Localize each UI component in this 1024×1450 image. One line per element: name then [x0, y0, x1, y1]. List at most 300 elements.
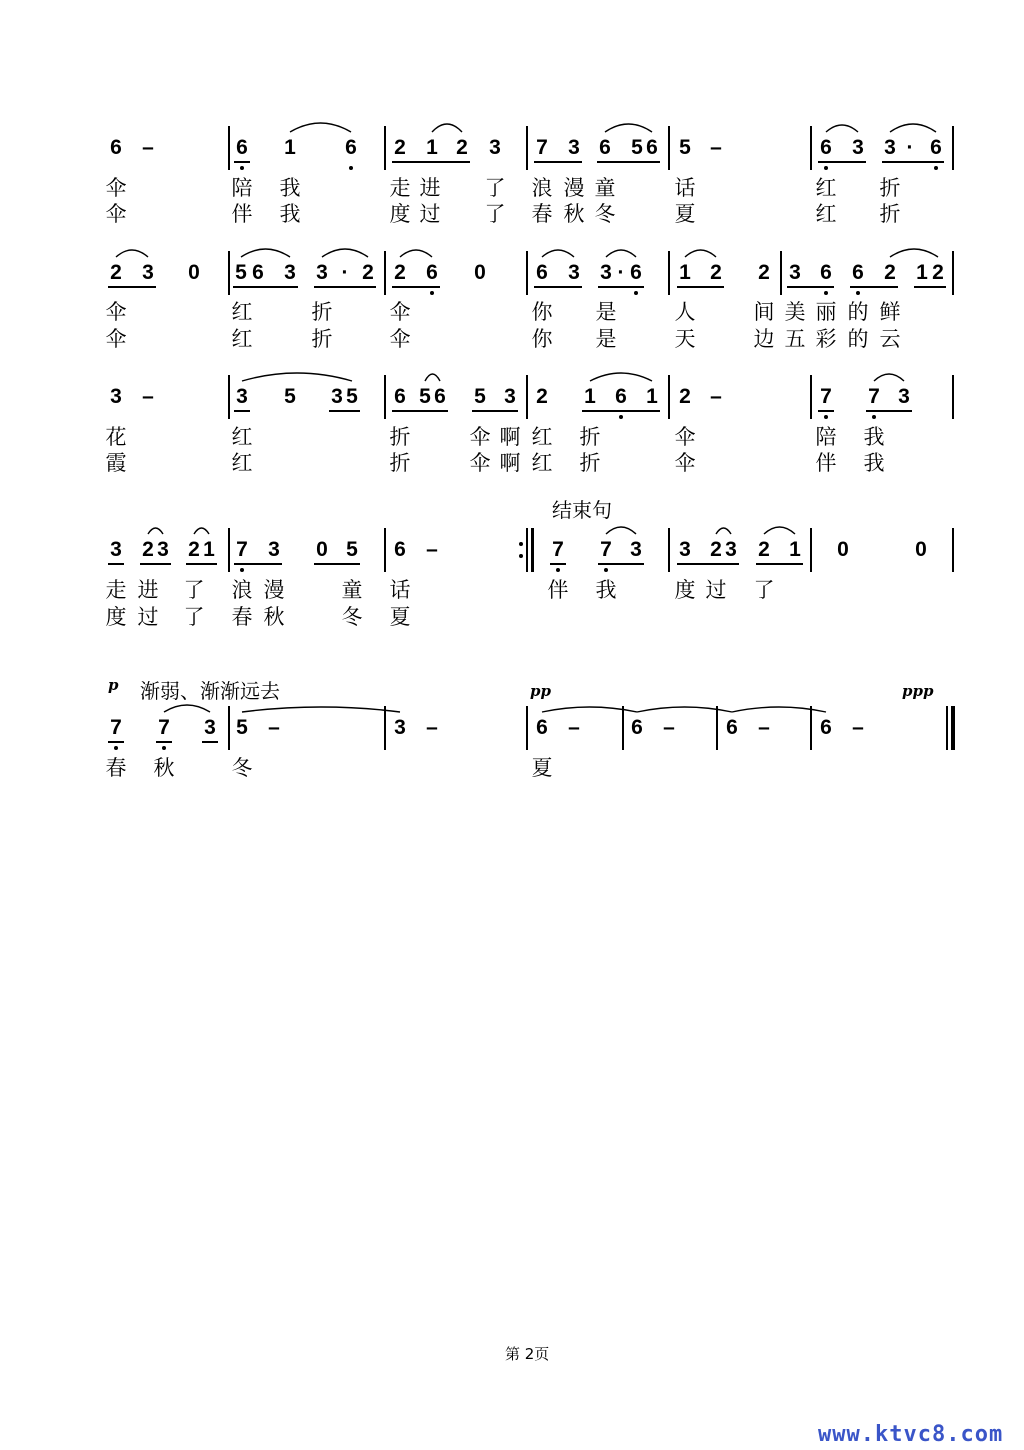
jianpu-note: 0	[188, 261, 200, 284]
lyric-syllable: 伞	[389, 327, 411, 351]
jianpu-note: 7	[820, 385, 832, 408]
jianpu-note: 6	[726, 716, 738, 739]
lyric-syllable: 我	[595, 578, 617, 602]
barline	[526, 251, 528, 295]
lyric-syllable: 是	[595, 327, 617, 351]
jianpu-note: 2	[710, 538, 722, 561]
jianpu-note: 2	[758, 538, 770, 561]
jianpu-note: 6	[615, 385, 627, 408]
beam-underline	[108, 741, 124, 743]
jianpu-note: 1	[426, 136, 438, 159]
lyric-syllable: 伞	[469, 451, 491, 475]
octave-dot	[934, 166, 938, 170]
barline	[526, 706, 528, 750]
slur-arc	[322, 249, 368, 257]
lyric-syllable: 折	[579, 425, 601, 449]
page-number: 第 2页	[505, 1345, 550, 1363]
barline	[952, 375, 954, 419]
jianpu-note: 3	[630, 538, 642, 561]
jianpu-note: –	[142, 136, 154, 159]
lyric-syllable: 春	[105, 756, 127, 780]
beam-underline	[392, 286, 440, 288]
beam-underline	[550, 563, 566, 565]
jianpu-note: 3	[284, 261, 296, 284]
barline	[228, 706, 230, 750]
barline	[716, 706, 718, 750]
lyric-syllable: 你	[531, 300, 553, 324]
lyric-syllable: 丽	[815, 300, 837, 324]
lyric-syllable: 五	[784, 327, 806, 351]
jianpu-note: 1	[789, 538, 801, 561]
slur-arc	[826, 125, 858, 132]
lyric-syllable: 了	[753, 578, 775, 602]
lyric-syllable: 鲜	[879, 300, 901, 324]
lyric-syllable: 伞	[105, 176, 127, 200]
beam-underline	[598, 563, 644, 565]
jianpu-note: 6	[852, 261, 864, 284]
barline	[668, 251, 670, 295]
jianpu-note: –	[710, 136, 722, 159]
lyric-syllable: 伞	[389, 300, 411, 324]
slur-arc	[400, 250, 432, 257]
lyric-syllable: 美	[784, 300, 806, 324]
slur-arc	[874, 374, 904, 381]
dynamic-pp: pp	[530, 682, 551, 700]
lyric-syllable: 折	[311, 327, 333, 351]
lyric-syllable: 红	[531, 425, 553, 449]
jianpu-note: 7	[236, 538, 248, 561]
jianpu-note: 5	[346, 538, 358, 561]
jianpu-note: ·	[341, 261, 349, 284]
lyric-syllable: 我	[863, 451, 885, 475]
jianpu-note: 6	[426, 261, 438, 284]
lyric-syllable: 进	[137, 578, 159, 602]
lyric-syllable: 过	[705, 578, 727, 602]
jianpu-note: 3	[236, 385, 248, 408]
lyric-syllable: 红	[231, 451, 253, 475]
beam-underline	[597, 161, 660, 163]
slur-arc	[290, 123, 351, 132]
jianpu-note: 1	[584, 385, 596, 408]
jianpu-note: 6	[820, 716, 832, 739]
lyric-syllable: 春	[531, 202, 553, 226]
jianpu-note: 2	[884, 261, 896, 284]
octave-dot	[240, 166, 244, 170]
jianpu-note: 5	[235, 261, 247, 284]
lyric-syllable: 啊	[499, 425, 521, 449]
beam-underline	[850, 286, 898, 288]
lyric-syllable: 花	[105, 425, 127, 449]
slur-arc	[425, 374, 440, 381]
jianpu-note: 3	[331, 385, 343, 408]
jianpu-note: 1	[916, 261, 928, 284]
barline	[622, 706, 624, 750]
lyric-syllable: 红	[815, 202, 837, 226]
jianpu-note: 7	[536, 136, 548, 159]
lyric-syllable: 童	[594, 176, 616, 200]
lyric-syllable: 彩	[815, 327, 837, 351]
jianpu-note: 2	[362, 261, 374, 284]
octave-dot	[872, 415, 876, 419]
jianpu-note: –	[852, 716, 864, 739]
lyric-syllable: 伞	[469, 425, 491, 449]
slur-arc	[542, 250, 574, 257]
lyric-syllable: 浪	[231, 578, 253, 602]
lyric-syllable: 红	[231, 327, 253, 351]
jianpu-note: 3	[568, 261, 580, 284]
slur-arc	[890, 249, 938, 257]
repeat-barline	[526, 528, 528, 572]
jianpu-note: 7	[552, 538, 564, 561]
barline	[952, 126, 954, 170]
jianpu-note: 5	[474, 385, 486, 408]
dynamic-ppp: ppp	[902, 682, 934, 700]
octave-dot	[619, 415, 623, 419]
jianpu-note: 0	[837, 538, 849, 561]
jianpu-note: –	[710, 385, 722, 408]
jianpu-note: 2	[710, 261, 722, 284]
octave-dot	[430, 291, 434, 295]
jianpu-note: 2	[456, 136, 468, 159]
jianpu-note: 1	[203, 538, 215, 561]
jianpu-note: 3	[394, 716, 406, 739]
beam-underline	[598, 286, 644, 288]
lyric-syllable: 伴	[231, 202, 253, 226]
lyric-syllable: 折	[879, 176, 901, 200]
jianpu-note: 1	[679, 261, 691, 284]
lyric-syllable: 折	[579, 451, 601, 475]
lyric-syllable: 红	[231, 300, 253, 324]
lyric-syllable: 夏	[389, 605, 411, 629]
slur-arc	[716, 528, 731, 534]
final-barline	[946, 706, 948, 750]
jianpu-note: 3	[679, 538, 691, 561]
jianpu-note: 3	[600, 261, 612, 284]
jianpu-note: 2	[758, 261, 770, 284]
jianpu-note: 2	[110, 261, 122, 284]
lyric-syllable: 冬	[594, 202, 616, 226]
octave-dot	[240, 568, 244, 572]
jianpu-note: 6	[820, 261, 832, 284]
jianpu-note: –	[426, 716, 438, 739]
lyric-syllable: 度	[674, 578, 696, 602]
lyric-syllable: 冬	[231, 756, 253, 780]
lyric-syllable: 红	[231, 425, 253, 449]
repeat-dot	[519, 542, 523, 546]
beam-underline	[233, 286, 298, 288]
beam-underline	[866, 410, 912, 412]
lyric-syllable: 伞	[105, 327, 127, 351]
slur-arc	[242, 373, 352, 381]
jianpu-note: 5	[346, 385, 358, 408]
jianpu-note: 1	[646, 385, 658, 408]
barline	[810, 126, 812, 170]
lyric-syllable: 伞	[674, 451, 696, 475]
jianpu-note: 6	[599, 136, 611, 159]
jianpu-note: 1	[284, 136, 296, 159]
jianpu-note: ·	[906, 136, 914, 159]
barline	[952, 251, 954, 295]
lyric-syllable: 的	[847, 327, 869, 351]
lyric-syllable: 折	[389, 451, 411, 475]
octave-dot	[824, 291, 828, 295]
slur-arc	[590, 373, 652, 381]
jianpu-note: 3	[316, 261, 328, 284]
final-barline	[951, 706, 955, 750]
lyric-syllable: 秋	[153, 756, 175, 780]
barline	[228, 528, 230, 572]
lyric-syllable: 折	[311, 300, 333, 324]
slur-arc	[164, 705, 210, 712]
slur-arc	[241, 249, 290, 257]
beam-underline	[108, 286, 156, 288]
beam-underline	[329, 410, 360, 412]
jianpu-note: 0	[474, 261, 486, 284]
beam-underline	[582, 410, 660, 412]
jianpu-note: 2	[142, 538, 154, 561]
lyric-syllable: 了	[484, 202, 506, 226]
beam-underline	[534, 161, 582, 163]
jianpu-note: 6	[110, 136, 122, 159]
slur-arc	[432, 124, 462, 132]
beam-underline	[140, 563, 171, 565]
lyric-syllable: 人	[674, 300, 696, 324]
barline	[668, 126, 670, 170]
jianpu-note: 6	[394, 538, 406, 561]
jianpu-note: 6	[252, 261, 264, 284]
lyric-syllable: 天	[674, 327, 696, 351]
lyric-syllable: 我	[279, 176, 301, 200]
watermark: www.ktvc8.com	[818, 1422, 1004, 1447]
barline	[526, 126, 528, 170]
jianpu-note: –	[426, 538, 438, 561]
lyric-syllable: 秋	[563, 202, 585, 226]
jianpu-note: 2	[188, 538, 200, 561]
jianpu-note: 6	[631, 716, 643, 739]
jianpu-note: 6	[930, 136, 942, 159]
octave-dot	[824, 415, 828, 419]
octave-dot	[604, 568, 608, 572]
jianpu-note: 7	[600, 538, 612, 561]
lyric-syllable: 间	[753, 300, 775, 324]
slur-arc	[732, 707, 826, 712]
jianpu-note: 3	[504, 385, 516, 408]
jianpu-note: 0	[316, 538, 328, 561]
jianpu-note: 6	[646, 136, 658, 159]
lyric-syllable: 冬	[341, 605, 363, 629]
jianpu-note: 6	[345, 136, 357, 159]
beam-underline	[914, 286, 946, 288]
repeat-dot	[519, 554, 523, 558]
jianpu-note: 2	[932, 261, 944, 284]
barline	[228, 126, 230, 170]
beam-underline	[534, 286, 582, 288]
lyric-syllable: 伞	[674, 425, 696, 449]
beam-underline	[234, 161, 250, 163]
beam-underline	[202, 741, 218, 743]
jianpu-note: 2	[536, 385, 548, 408]
lyric-syllable: 了	[183, 578, 205, 602]
lyric-syllable: 走	[105, 578, 127, 602]
slur-arc	[242, 707, 400, 712]
lyric-syllable: 折	[389, 425, 411, 449]
lyric-syllable: 伞	[105, 202, 127, 226]
octave-dot	[349, 166, 353, 170]
beam-underline	[314, 563, 360, 565]
jianpu-note: 7	[868, 385, 880, 408]
barline	[810, 706, 812, 750]
lyric-syllable: 浪	[531, 176, 553, 200]
beam-underline	[882, 161, 944, 163]
jianpu-note: 6	[394, 385, 406, 408]
lyric-syllable: 漫	[263, 578, 285, 602]
slur-arc	[606, 250, 636, 257]
jianpu-note: 3	[268, 538, 280, 561]
jianpu-note: 3	[142, 261, 154, 284]
beam-underline	[314, 286, 376, 288]
slur-arc	[685, 250, 716, 257]
jianpu-note: ·	[617, 261, 625, 284]
lyric-syllable: 霞	[105, 451, 127, 475]
jianpu-note: 6	[536, 716, 548, 739]
jianpu-note: 5	[631, 136, 643, 159]
jianpu-note: –	[142, 385, 154, 408]
beam-underline	[787, 286, 834, 288]
barline	[384, 251, 386, 295]
jianpu-note: –	[268, 716, 280, 739]
lyric-syllable: 红	[815, 176, 837, 200]
jianpu-note: 6	[434, 385, 446, 408]
lyric-syllable: 漫	[563, 176, 585, 200]
jianpu-note: 2	[679, 385, 691, 408]
barline	[384, 375, 386, 419]
lyric-syllable: 话	[674, 176, 696, 200]
lyric-syllable: 陪	[231, 176, 253, 200]
repeat-barline	[531, 528, 534, 572]
slur-arc	[605, 124, 652, 132]
jianpu-note: 3	[110, 385, 122, 408]
slur-arc	[148, 528, 163, 534]
slur-arc	[890, 124, 936, 132]
slur-arc	[116, 250, 148, 257]
lyric-syllable: 童	[341, 578, 363, 602]
jianpu-note: –	[758, 716, 770, 739]
beam-underline	[392, 410, 448, 412]
lyric-syllable: 伴	[815, 451, 837, 475]
jianpu-note: 3	[489, 136, 501, 159]
octave-dot	[114, 746, 118, 750]
jianpu-note: 3	[110, 538, 122, 561]
jianpu-note: 3	[898, 385, 910, 408]
beam-underline	[677, 563, 739, 565]
barline	[780, 251, 782, 295]
jianpu-note: 3	[789, 261, 801, 284]
barline	[228, 251, 230, 295]
dynamic-p: p	[108, 676, 119, 694]
lyric-syllable: 云	[879, 327, 901, 351]
slur-arc	[764, 527, 795, 534]
lyric-syllable: 的	[847, 300, 869, 324]
barline	[384, 706, 386, 750]
beam-underline	[677, 286, 724, 288]
lyric-syllable: 夏	[674, 202, 696, 226]
lyric-syllable: 红	[531, 451, 553, 475]
lyric-syllable: 话	[389, 578, 411, 602]
octave-dot	[556, 568, 560, 572]
beam-underline	[472, 410, 518, 412]
lyric-syllable: 秋	[263, 605, 285, 629]
jianpu-note: 3	[884, 136, 896, 159]
jianpu-note: 5	[236, 716, 248, 739]
lyric-syllable: 折	[879, 202, 901, 226]
expression-text: 渐弱、渐渐远去	[140, 679, 280, 703]
jianpu-note: 3	[204, 716, 216, 739]
jianpu-note: 3	[725, 538, 737, 561]
beam-underline	[818, 161, 866, 163]
jianpu-note: 3	[568, 136, 580, 159]
jianpu-note: 7	[110, 716, 122, 739]
lyric-syllable: 度	[389, 202, 411, 226]
jianpu-note: –	[568, 716, 580, 739]
lyric-syllable: 我	[863, 425, 885, 449]
lyric-syllable: 进	[419, 176, 441, 200]
lyric-syllable: 你	[531, 327, 553, 351]
beam-underline	[818, 410, 834, 412]
jianpu-note: 3	[157, 538, 169, 561]
jianpu-note: 2	[394, 261, 406, 284]
barline	[810, 528, 812, 572]
jianpu-note: 6	[236, 136, 248, 159]
lyric-syllable: 了	[183, 605, 205, 629]
lyric-syllable: 走	[389, 176, 411, 200]
lyric-syllable: 啊	[499, 451, 521, 475]
lyric-syllable: 伴	[547, 578, 569, 602]
lyric-syllable: 春	[231, 605, 253, 629]
octave-dot	[856, 291, 860, 295]
beam-underline	[392, 161, 470, 163]
barline	[228, 375, 230, 419]
jianpu-note: 6	[536, 261, 548, 284]
lyric-syllable: 过	[137, 605, 159, 629]
jianpu-note: 5	[419, 385, 431, 408]
beam-underline	[234, 563, 282, 565]
jianpu-note: 6	[630, 261, 642, 284]
jianpu-note: 6	[820, 136, 832, 159]
octave-dot	[634, 291, 638, 295]
jianpu-note: 3	[852, 136, 864, 159]
lyric-syllable: 夏	[531, 756, 553, 780]
beam-underline	[108, 563, 124, 565]
slur-arc	[606, 527, 636, 534]
octave-dot	[162, 746, 166, 750]
lyric-syllable: 是	[595, 300, 617, 324]
beam-underline	[186, 563, 217, 565]
section-label: 结束句	[552, 498, 612, 522]
beam-underline	[234, 410, 250, 412]
jianpu-note: 0	[915, 538, 927, 561]
barline	[526, 375, 528, 419]
jianpu-note: –	[663, 716, 675, 739]
barline	[810, 375, 812, 419]
octave-dot	[824, 166, 828, 170]
slur-arc	[194, 528, 209, 534]
lyric-syllable: 我	[279, 202, 301, 226]
lyric-syllable: 了	[484, 176, 506, 200]
jianpu-note: 5	[679, 136, 691, 159]
jianpu-note: 7	[158, 716, 170, 739]
beam-underline	[756, 563, 803, 565]
slur-arc	[637, 707, 732, 712]
